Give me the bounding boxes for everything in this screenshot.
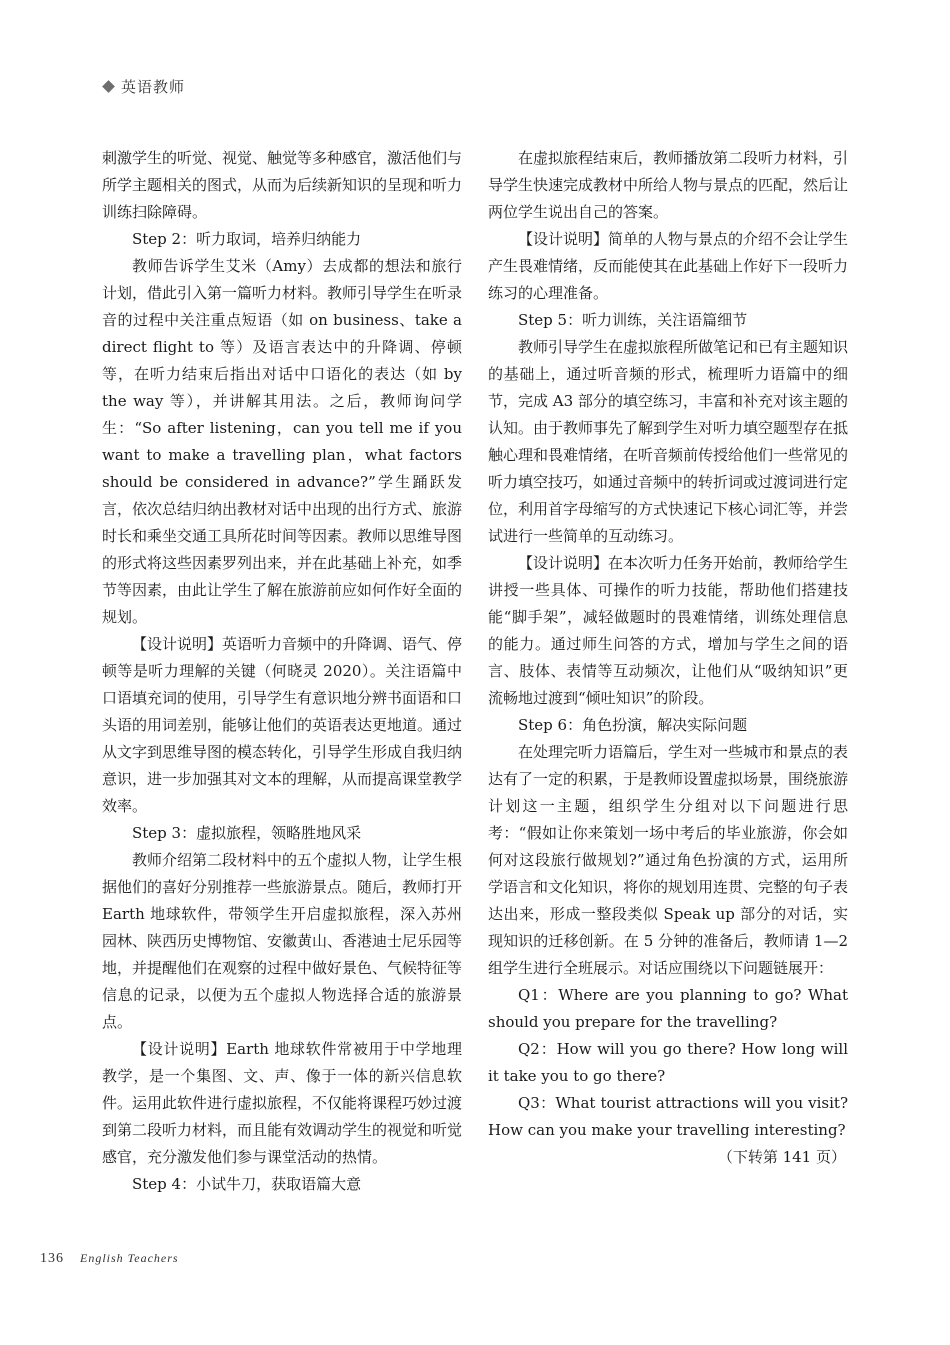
step-heading: Step 3：虚拟旅程，领略胜地风采 bbox=[132, 824, 362, 842]
page-footer bbox=[40, 1251, 179, 1267]
journal-title: 英语教师 bbox=[121, 78, 186, 96]
question: Q3：What tourist attractions will you visit? How can you make your travelling interesting? bbox=[488, 1094, 848, 1139]
running-header bbox=[102, 76, 185, 97]
design-note: 【设计说明】在本次听力任务开始前，教师给学生讲授一些具体、可操作的听力技能，帮助他们搭建技能“脚手架”，减轻做题时的畏难情绪，训练处理信息的能力。通过师生问答的方式，增加与学生之间的语言、肢体、表情等互动频次，让他们从“吸纳知识”更流畅地过渡到“倾吐知识”的阶段。 bbox=[488, 554, 849, 707]
question: Q2：How will you go there? How long will it take you to go there? bbox=[488, 1040, 848, 1085]
paragraph: 教师引导学生在虚拟旅程所做笔记和已有主题知识的基础上，通过听音频的形式，梳理听力语篇中的细节，完成 A3 部分的填空练习，丰富和补充对该主题的认知。由于教师事先了解到学生对听力填空题型存在抵触心理和畏难情绪，在听音频前传授给他们一些常见的听力填空技巧，如通过音频中的转折词或过渡词进行定位，利用首字母缩写的方式快速记下核心词汇等，并尝试进行一些简单的互动练习。 bbox=[488, 338, 849, 545]
design-note: 【设计说明】简单的人物与景点的介绍不会让学生产生畏难情绪，反而能使其在此基础上作好下一段听力练习的心理准备。 bbox=[488, 230, 849, 302]
design-note: 【设计说明】Earth 地球软件常被用于中学地理教学，是一个集图、文、声、像于一体的新兴信息软件。运用此软件进行虚拟旅程，不仅能将课程巧妙过渡到第二段听力材料，而且能有效调动学生的视觉和听觉感官，充分激发他们参与课堂活动的热情。 bbox=[102, 1040, 463, 1166]
paragraph: 刺激学生的听觉、视觉、触觉等多种感官，激活他们与所学主题相关的图式，从而为后续新知识的呈现和听力训练扫除障碍。 bbox=[102, 149, 463, 221]
left-column bbox=[102, 145, 462, 1198]
paragraph: 在虚拟旅程结束后，教师播放第二段听力材料，引导学生快速完成教材中所给人物与景点的匹配，然后让两位学生说出自己的答案。 bbox=[488, 149, 849, 221]
continued-note: （下转第 141 页） bbox=[717, 1148, 846, 1166]
paragraph: 在处理完听力语篇后，学生对一些城市和景点的表达有了一定的积累，于是教师设置虚拟场景，围绕旅游计划这一主题，组织学生分组对以下问题进行思考：“假如让你来策划一场中考后的毕业旅游，你会如何对这段旅行做规划?”通过角色扮演的方式，运用所学语言和文化知识，将你的规划用连贯、完整的句子表达出来，形成一整段类似 Speak up 部分的对话，实现知识的迁移创新。在 5 分钟的准备后，教师请 1—2 组学生进行全班展示。对话应围绕以下问题链展开： bbox=[488, 743, 849, 977]
paragraph: 教师介绍第二段材料中的五个虚拟人物，让学生根据他们的喜好分别推荐一些旅游景点。随后，教师打开 Earth 地球软件，带领学生开启虚拟旅程，深入苏州园林、陕西历史博物馆、安徽黄山、香港迪士尼乐园等地，并提醒他们在观察的过程中做好景色、气候特征等信息的记录，以便为五个虚拟人物选择合适的旅游景点。 bbox=[102, 851, 463, 1031]
step-heading: Step 6：角色扮演，解决实际问题 bbox=[518, 716, 748, 734]
journal-name: English Teachers bbox=[80, 1251, 179, 1265]
page-number: 136 bbox=[40, 1251, 64, 1266]
right-column bbox=[488, 145, 848, 1171]
step-heading: Step 4：小试牛刀，获取语篇大意 bbox=[132, 1175, 362, 1193]
step-heading: Step 2：听力取词，培养归纳能力 bbox=[132, 230, 362, 248]
step-heading: Step 5：听力训练，关注语篇细节 bbox=[518, 311, 748, 329]
paragraph: 教师告诉学生艾米（Amy）去成都的想法和旅行计划，借此引入第一篇听力材料。教师引导学生在听录音的过程中关注重点短语（如 on business、take a direct flight to 等）及语言表达中的升降调、停顿等，在听力结束后指出对话中口语化的表达（如 by the way 等），并讲解其用法。之后，教师询问学生：“So after listening，can you tell me if you want to make a travelling plan，what factors should be considered in advance?”学生踊跃发言，依次总结归纳出教材对话中出现的出行方式、旅游时长和乘坐交通工具所花时间等因素。教师以思维导图的形式将这些因素罗列出来，并在此基础上补充，如季节等因素，由此让学生了解在旅游前应如何作好全面的规划。 bbox=[102, 257, 463, 626]
design-note: 【设计说明】英语听力音频中的升降调、语气、停顿等是听力理解的关键（何晓灵 2020）。关注语篇中口语填充词的使用，引导学生有意识地分辨书面语和口头语的用词差别，能够让他们的英语表达更地道。通过从文字到思维导图的模态转化，引导学生形成自我归纳意识，进一步加强其对文本的理解，从而提高课堂教学效率。 bbox=[102, 635, 463, 815]
diamond-icon bbox=[102, 80, 115, 93]
question: Q1：Where are you planning to go? What should you prepare for the travelling? bbox=[488, 986, 848, 1031]
